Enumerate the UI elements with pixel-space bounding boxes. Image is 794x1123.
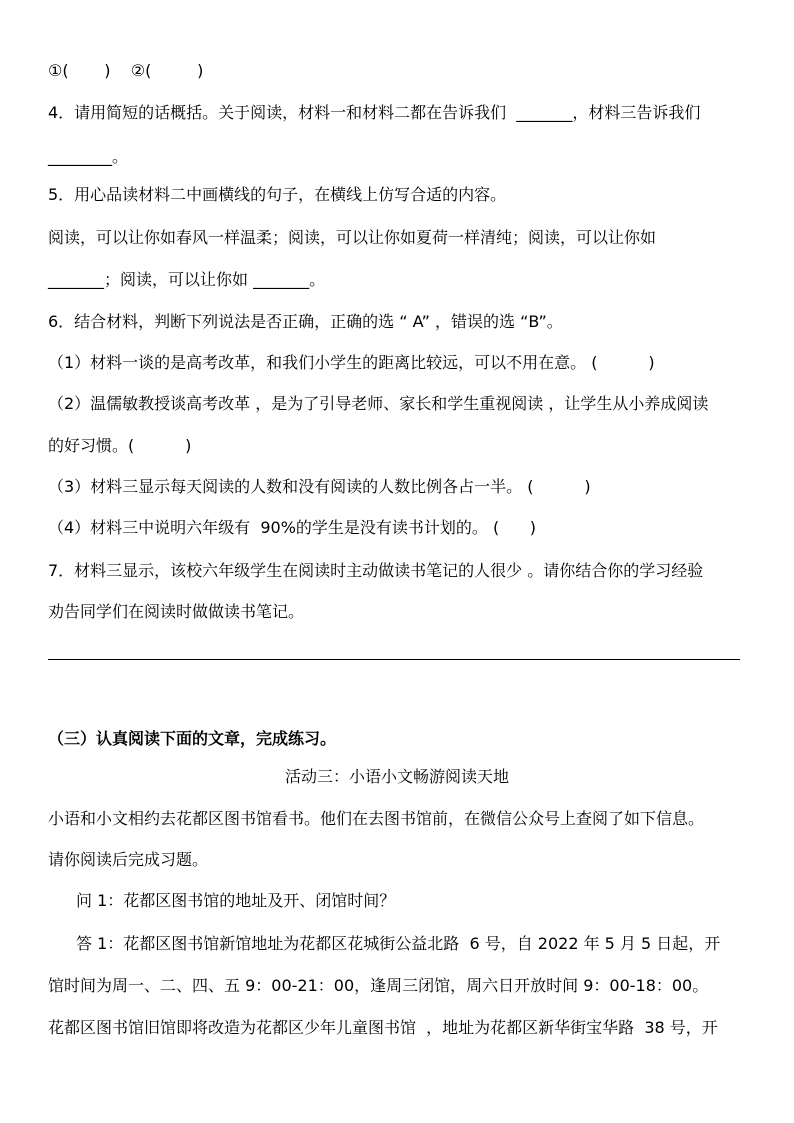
question-6-item-1: （1）材料一谈的是高考改革，和我们小学生的距离比较远，可以不用在意。 ( ) [48, 353, 655, 372]
question-6-item-3: （3）材料三显示每天阅读的人数和没有阅读的人数比例各占一半。 ( ) [48, 477, 591, 496]
library-question: 问 1：花都区图书馆的地址及开、闭馆时间？ [76, 891, 396, 910]
library-answer-line-2: 馆时间为周一、二、四、五 9：00-21：00，逢周三闭馆，周六日开放时间 9：00-18：00。 [48, 976, 709, 995]
section-heading: （三）认真阅读下面的文章，完成练习。 [48, 729, 337, 748]
question-5-example-line-2: _______；阅读，可以让你如 _______。 [48, 270, 326, 289]
question-5-prompt: 5．用心品读材料二中画横线的句子，在横线上仿写合适的内容。 [48, 185, 507, 204]
question-7-line-1: 7．材料三显示，该校六年级学生在阅读时主动做读书笔记的人很少 。请你结合你的学习经验 [48, 561, 704, 580]
question-6-prompt: 6．结合材料，判断下列说法是否正确，正确的选 “ A” ，错误的选 “B”。 [48, 312, 563, 331]
intro-line-2: 请你阅读后完成习题。 [48, 850, 209, 869]
question-4-line-1: 4．请用简短的话概括。关于阅读，材料一和材料二都在告诉我们 _______，材料三告诉我们 [48, 103, 701, 122]
activity-title: 活动三：小语小文畅游阅读天地 [284, 767, 509, 786]
library-answer-line-1: 答 1：花都区图书馆新馆地址为花都区花城街公益北路 6 号，自 2022 年 5 月 5 日起，开 [76, 934, 721, 953]
intro-line-1: 小语和小文相约去花都区图书馆看书。他们在去图书馆前，在微信公众号上查阅了如下信息。 [48, 809, 705, 828]
library-answer-line-3: 花都区图书馆旧馆即将改造为花都区少年儿童图书馆 ，地址为花都区新华街宝华路 38 号，开 [48, 1018, 718, 1037]
question-6-item-2-line-1: （2）温儒敏教授谈高考改革 ，是为了引导老师、家长和学生重视阅读 ，让学生从小养成阅读 [48, 394, 709, 413]
question-4-line-2: ________。 [48, 147, 129, 166]
answer-rule-line [48, 659, 740, 660]
question-7-line-2: 劝告同学们在阅读时做做读书笔记。 [48, 602, 305, 621]
blank-answer-line: ①( ) ②( ) [48, 61, 204, 80]
question-6-item-2-line-2: 的好习惯。( ) [48, 436, 192, 455]
question-6-item-4: （4）材料三中说明六年级有 90%的学生是没有读书计划的。 ( ) [48, 518, 537, 537]
question-5-example-line-1: 阅读，可以让你如春风一样温柔；阅读，可以让你如夏荷一样清纯；阅读，可以让你如 [48, 228, 657, 247]
